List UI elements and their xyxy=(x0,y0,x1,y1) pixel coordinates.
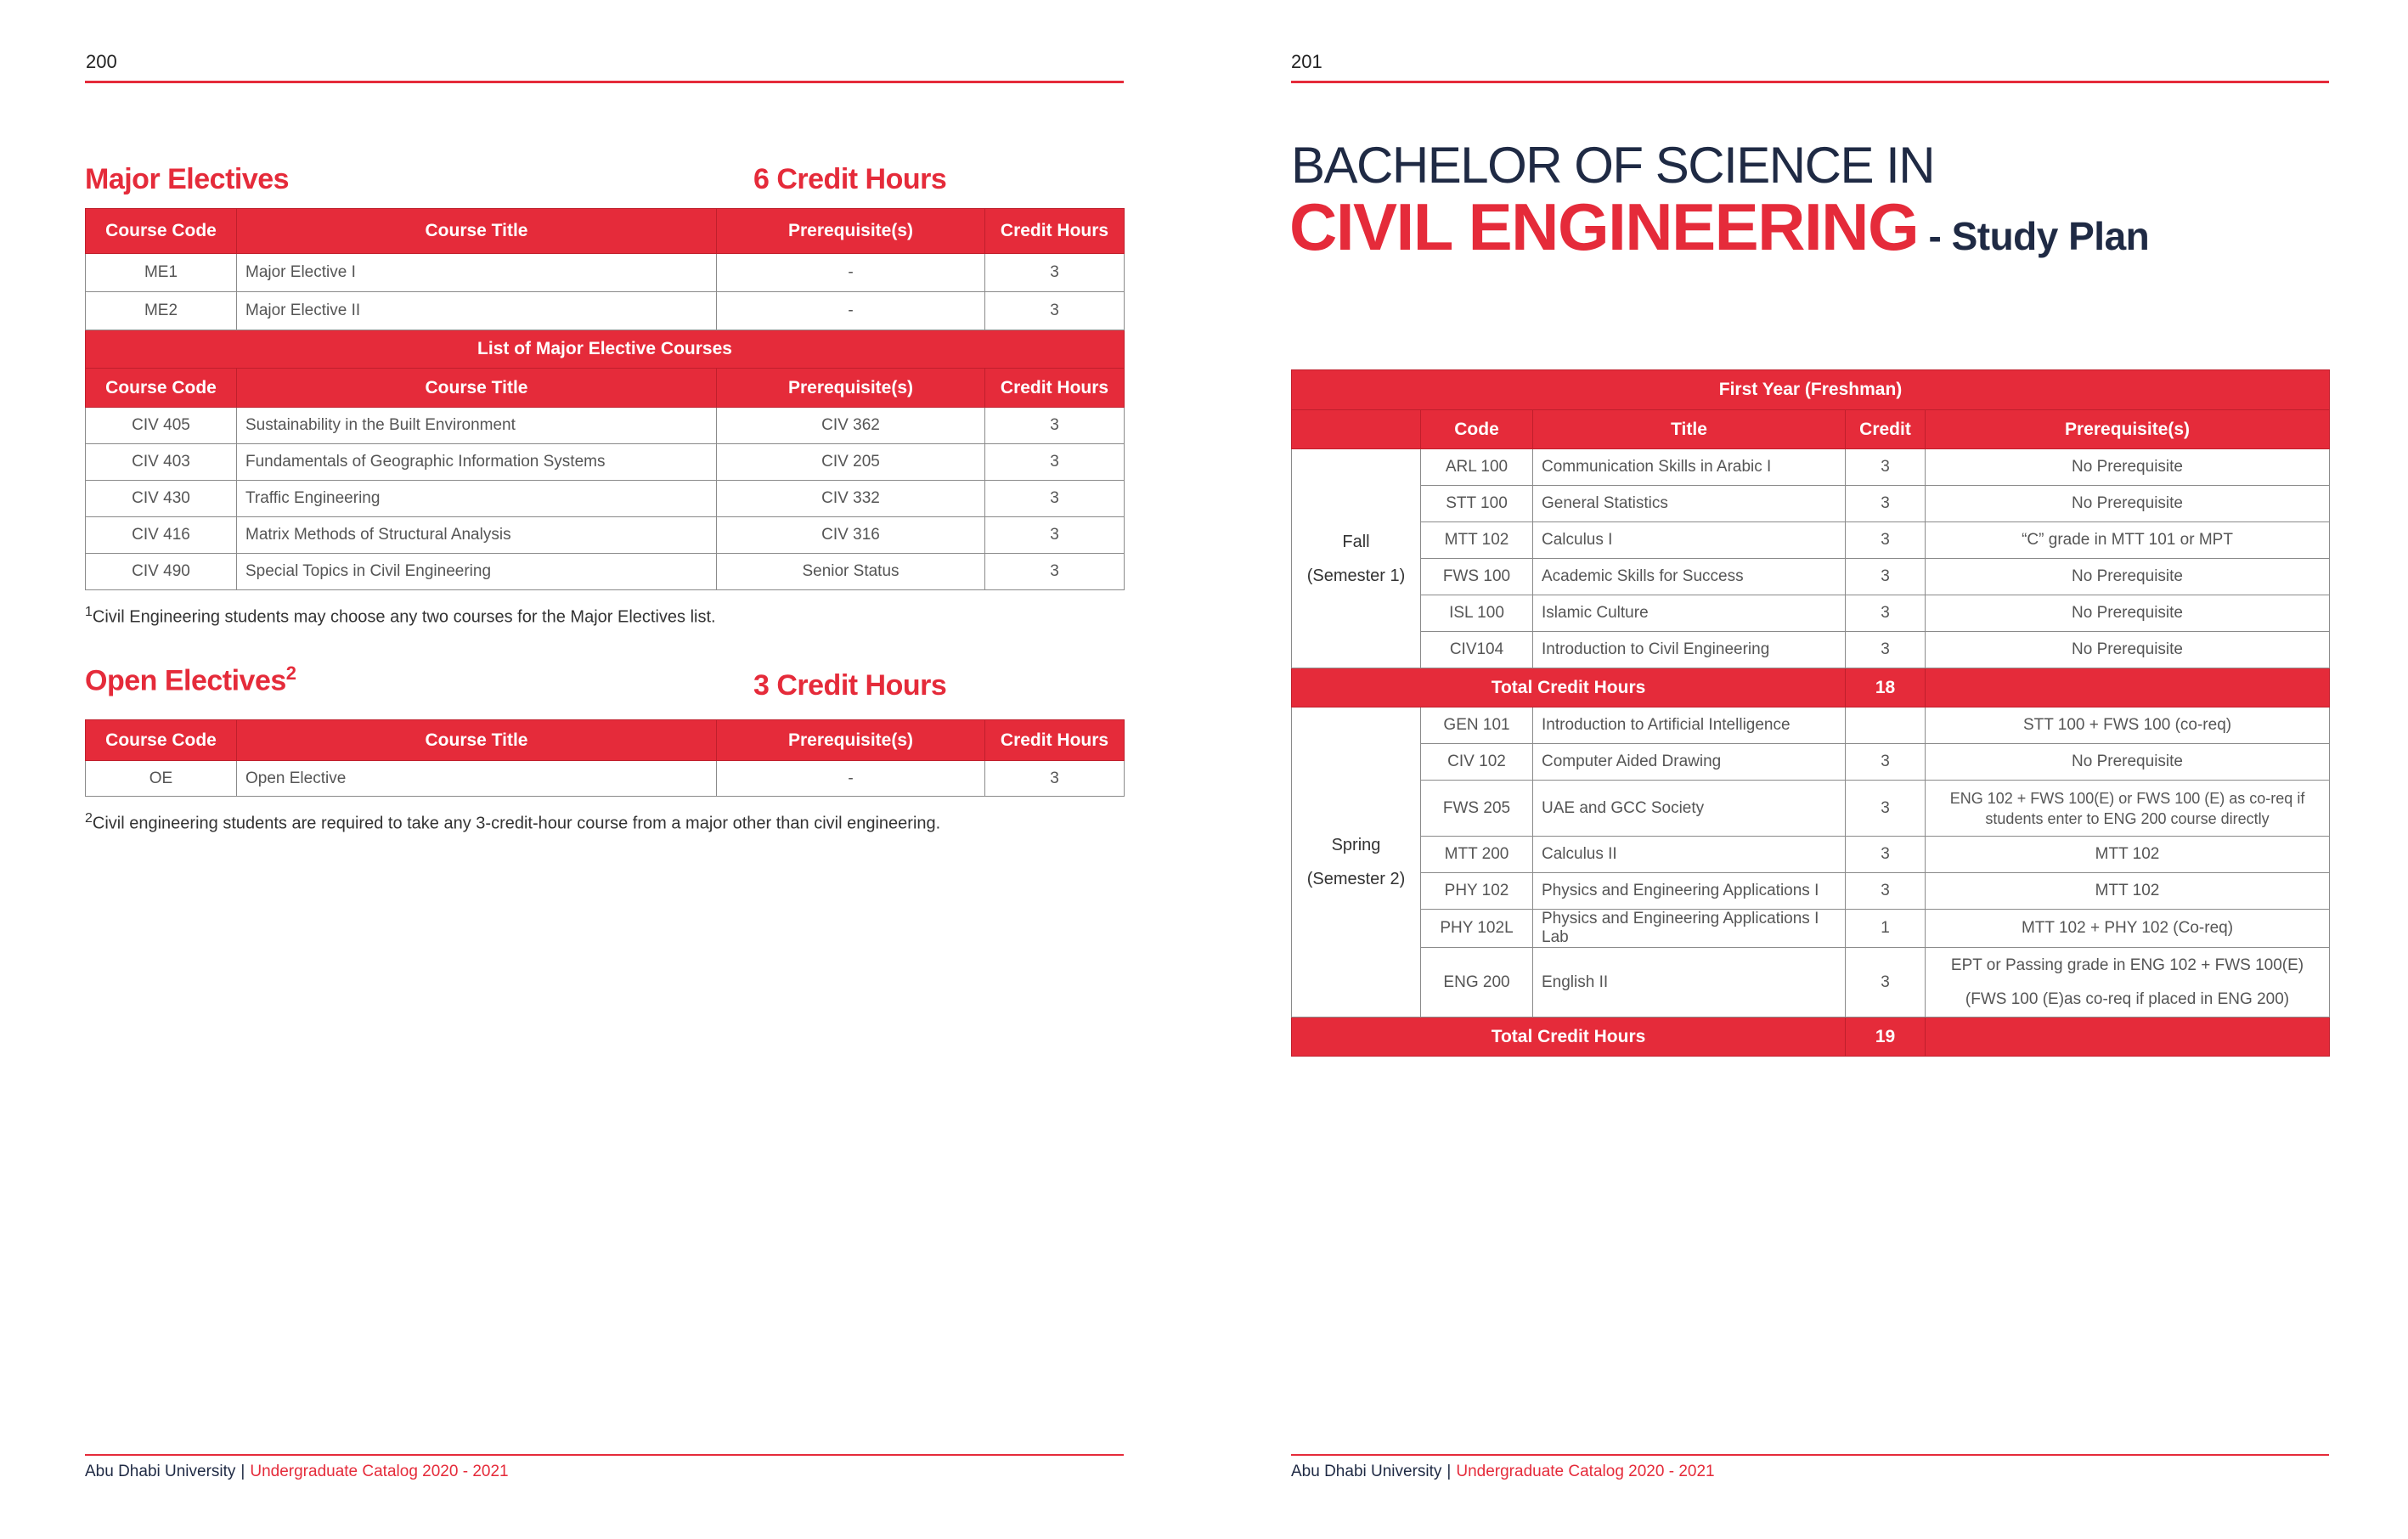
prerequisite: No Prerequisite xyxy=(1926,486,2330,522)
study-plan-table xyxy=(1291,369,2330,1057)
header-semester xyxy=(1292,410,1421,449)
prerequisite: No Prerequisite xyxy=(1926,632,2330,668)
spring-total-row xyxy=(1292,1018,2330,1057)
table-row xyxy=(1292,632,2330,668)
prerequisite: CIV 332 xyxy=(717,481,985,517)
credit xyxy=(1846,707,1926,744)
course-code: ISL 100 xyxy=(1421,595,1533,632)
degree-title-line2 xyxy=(1289,189,2149,266)
credit-hours: 3 xyxy=(985,554,1125,590)
credit: 3 xyxy=(1846,837,1926,873)
prerequisite: MTT 102 xyxy=(1926,837,2330,873)
header-title: Title xyxy=(1533,410,1846,449)
table-row xyxy=(1292,948,2330,1018)
list-title-row xyxy=(86,330,1125,369)
major-electives-table xyxy=(85,208,1125,590)
table-row xyxy=(1292,559,2330,595)
course-code: CIV104 xyxy=(1421,632,1533,668)
table-row xyxy=(1292,781,2330,837)
course-title: UAE and GCC Society xyxy=(1533,781,1846,837)
table-row xyxy=(1292,837,2330,873)
prerequisite: No Prerequisite xyxy=(1926,559,2330,595)
course-title: Open Elective xyxy=(237,761,717,797)
prerequisite: - xyxy=(717,254,985,292)
prerequisite xyxy=(1926,948,2330,1018)
table-header-row xyxy=(1292,410,2330,449)
course-title: English II xyxy=(1533,948,1846,1018)
course-code: ENG 200 xyxy=(1421,948,1533,1018)
credit: 3 xyxy=(1846,948,1926,1018)
prerequisite: CIV 362 xyxy=(717,408,985,444)
footnote-text: Civil engineering students are required to take any 3-credit-hour course from a major other than civil engineering. xyxy=(92,814,941,833)
course-title: Sustainability in the Built Environment xyxy=(237,408,717,444)
table-row xyxy=(86,292,1125,330)
course-code: CIV 490 xyxy=(86,554,237,590)
course-code: FWS 205 xyxy=(1421,781,1533,837)
open-electives-title xyxy=(85,662,296,697)
prerequisite: CIV 205 xyxy=(717,444,985,481)
prerequisite: STT 100 + FWS 100 (co-req) xyxy=(1926,707,2330,744)
semester-name: Spring xyxy=(1331,836,1381,854)
table-row xyxy=(1292,910,2330,948)
course-code: GEN 101 xyxy=(1421,707,1533,744)
semester-number: (Semester 2) xyxy=(1306,870,1406,888)
course-title: Matrix Methods of Structural Analysis xyxy=(237,517,717,554)
prerequisite: No Prerequisite xyxy=(1926,595,2330,632)
table-row xyxy=(1292,707,2330,744)
bottom-rule xyxy=(1291,1454,2329,1456)
course-title: General Statistics xyxy=(1533,486,1846,522)
prerequisite: Senior Status xyxy=(717,554,985,590)
right-page xyxy=(1204,0,2408,1539)
prerequisite: No Prerequisite xyxy=(1926,449,2330,486)
table-row xyxy=(86,481,1125,517)
header-course-title: Course Title xyxy=(237,369,717,408)
credit: 3 xyxy=(1846,744,1926,781)
header-code: Code xyxy=(1421,410,1533,449)
page-number: 201 xyxy=(1291,51,1322,72)
degree-title-line1: BACHELOR OF SCIENCE IN xyxy=(1291,137,1935,194)
prerequisite: CIV 316 xyxy=(717,517,985,554)
credit-hours: 3 xyxy=(985,408,1125,444)
course-code: ME1 xyxy=(86,254,237,292)
prerequisite: No Prerequisite xyxy=(1926,744,2330,781)
total-label: Total Credit Hours xyxy=(1292,668,1846,707)
course-code: STT 100 xyxy=(1421,486,1533,522)
credit: 3 xyxy=(1846,632,1926,668)
table-row xyxy=(86,444,1125,481)
year-title-row xyxy=(1292,370,2330,410)
header-credit-hours: Credit Hours xyxy=(985,209,1125,254)
header-credit: Credit xyxy=(1846,410,1926,449)
credit: 3 xyxy=(1846,595,1926,632)
prerequisite-line1: EPT or Passing grade in ENG 102 + FWS 100(E) xyxy=(1950,956,2304,974)
course-title: Communication Skills in Arabic I xyxy=(1533,449,1846,486)
header-course-title: Course Title xyxy=(237,209,717,254)
credit-hours: 3 xyxy=(985,292,1125,330)
course-title: Fundamentals of Geographic Information Systems xyxy=(237,444,717,481)
prerequisite: MTT 102 + PHY 102 (Co-req) xyxy=(1926,910,2330,948)
footnote-major-electives xyxy=(85,605,716,628)
footer-separator: | xyxy=(1446,1463,1452,1480)
credit: 3 xyxy=(1846,486,1926,522)
course-title: Traffic Engineering xyxy=(237,481,717,517)
header-prerequisites: Prerequisite(s) xyxy=(1926,410,2330,449)
fall-semester-cell xyxy=(1292,449,1421,668)
prerequisite: “C” grade in MTT 101 or MPT xyxy=(1926,522,2330,559)
header-course-title: Course Title xyxy=(237,720,717,761)
table-row xyxy=(86,408,1125,444)
table-header-row xyxy=(86,209,1125,254)
credit-hours: 3 xyxy=(985,444,1125,481)
header-course-code: Course Code xyxy=(86,369,237,408)
table-row xyxy=(1292,744,2330,781)
table-row xyxy=(86,761,1125,797)
footer-separator: | xyxy=(240,1463,245,1480)
table-row xyxy=(86,554,1125,590)
course-title: Major Elective II xyxy=(237,292,717,330)
year-title: First Year (Freshman) xyxy=(1292,370,2330,410)
top-rule xyxy=(1291,81,2329,83)
course-code: ARL 100 xyxy=(1421,449,1533,486)
bottom-rule xyxy=(85,1454,1124,1456)
total-empty xyxy=(1926,668,2330,707)
footer-university: Abu Dhabi University xyxy=(85,1463,236,1480)
list-title: List of Major Elective Courses xyxy=(86,330,1125,369)
header-prerequisites: Prerequisite(s) xyxy=(717,209,985,254)
credit: 3 xyxy=(1846,781,1926,837)
course-title: Computer Aided Drawing xyxy=(1533,744,1846,781)
course-title: Introduction to Artificial Intelligence xyxy=(1533,707,1846,744)
open-electives-table xyxy=(85,719,1125,797)
table-row xyxy=(1292,449,2330,486)
prerequisite-line2: (FWS 100 (E)as co-req if placed in ENG 200) xyxy=(1965,989,2290,1008)
footnote-open-electives xyxy=(85,811,940,834)
course-title: Introduction to Civil Engineering xyxy=(1533,632,1846,668)
page-footer xyxy=(85,1463,509,1481)
course-code: FWS 100 xyxy=(1421,559,1533,595)
major-electives-credits: 6 Credit Hours xyxy=(753,163,947,195)
page-footer xyxy=(1291,1463,1715,1481)
credit: 3 xyxy=(1846,873,1926,910)
course-code: OE xyxy=(86,761,237,797)
course-title: Calculus I xyxy=(1533,522,1846,559)
course-code: CIV 403 xyxy=(86,444,237,481)
header-prerequisites: Prerequisite(s) xyxy=(717,720,985,761)
header-prerequisites: Prerequisite(s) xyxy=(717,369,985,408)
course-code: CIV 102 xyxy=(1421,744,1533,781)
credit: 1 xyxy=(1846,910,1926,948)
spring-semester-cell xyxy=(1292,707,1421,1018)
fall-total-row xyxy=(1292,668,2330,707)
table-header-row xyxy=(86,369,1125,408)
footnote-text: Civil Engineering students may choose any two courses for the Major Electives list. xyxy=(92,607,716,627)
footer-catalog: Undergraduate Catalog 2020 - 2021 xyxy=(250,1463,509,1480)
prerequisite: - xyxy=(717,761,985,797)
open-electives-title-mark: 2 xyxy=(285,662,296,684)
header-credit-hours: Credit Hours xyxy=(985,369,1125,408)
course-code: CIV 416 xyxy=(86,517,237,554)
total-empty xyxy=(1926,1018,2330,1057)
course-title: Major Elective I xyxy=(237,254,717,292)
credit-hours: 3 xyxy=(985,254,1125,292)
table-row xyxy=(86,254,1125,292)
course-code: CIV 430 xyxy=(86,481,237,517)
table-row xyxy=(1292,595,2330,632)
open-electives-credits: 3 Credit Hours xyxy=(753,669,947,702)
course-code: MTT 200 xyxy=(1421,837,1533,873)
course-code: ME2 xyxy=(86,292,237,330)
table-row xyxy=(1292,486,2330,522)
top-rule xyxy=(85,81,1124,83)
total-credits: 18 xyxy=(1846,668,1926,707)
prerequisite: - xyxy=(717,292,985,330)
semester-name: Fall xyxy=(1342,532,1370,551)
footer-catalog: Undergraduate Catalog 2020 - 2021 xyxy=(1456,1463,1715,1480)
footnote-mark: 1 xyxy=(85,605,93,619)
prerequisite: MTT 102 xyxy=(1926,873,2330,910)
credit: 3 xyxy=(1846,449,1926,486)
course-code: PHY 102L xyxy=(1421,910,1533,948)
table-row xyxy=(1292,873,2330,910)
course-title: Special Topics in Civil Engineering xyxy=(237,554,717,590)
page-number: 200 xyxy=(86,51,117,72)
course-title: Islamic Culture xyxy=(1533,595,1846,632)
course-title: Physics and Engineering Applications I xyxy=(1533,873,1846,910)
table-header-row xyxy=(86,720,1125,761)
course-code: PHY 102 xyxy=(1421,873,1533,910)
total-credits: 19 xyxy=(1846,1018,1926,1057)
table-row xyxy=(86,517,1125,554)
credit: 3 xyxy=(1846,522,1926,559)
program-name: CIVIL ENGINEERING xyxy=(1289,189,1919,264)
credit: 3 xyxy=(1846,559,1926,595)
table-row xyxy=(1292,522,2330,559)
footnote-mark: 2 xyxy=(85,811,93,826)
study-plan-label: - Study Plan xyxy=(1918,214,2150,258)
open-electives-title-text: Open Electives xyxy=(85,664,286,697)
credit-hours: 3 xyxy=(985,761,1125,797)
total-label: Total Credit Hours xyxy=(1292,1018,1846,1057)
course-code: CIV 405 xyxy=(86,408,237,444)
semester-number: (Semester 1) xyxy=(1306,566,1406,585)
course-title: Academic Skills for Success xyxy=(1533,559,1846,595)
header-credit-hours: Credit Hours xyxy=(985,720,1125,761)
course-title: Physics and Engineering Applications I Lab xyxy=(1533,910,1846,948)
course-code: MTT 102 xyxy=(1421,522,1533,559)
footer-university: Abu Dhabi University xyxy=(1291,1463,1442,1480)
header-course-code: Course Code xyxy=(86,209,237,254)
course-title: Calculus II xyxy=(1533,837,1846,873)
credit-hours: 3 xyxy=(985,517,1125,554)
credit-hours: 3 xyxy=(985,481,1125,517)
major-electives-title: Major Electives xyxy=(85,163,290,195)
prerequisite: ENG 102 + FWS 100(E) or FWS 100 (E) as co-req if students enter to ENG 200 course directly xyxy=(1926,781,2330,837)
header-course-code: Course Code xyxy=(86,720,237,761)
